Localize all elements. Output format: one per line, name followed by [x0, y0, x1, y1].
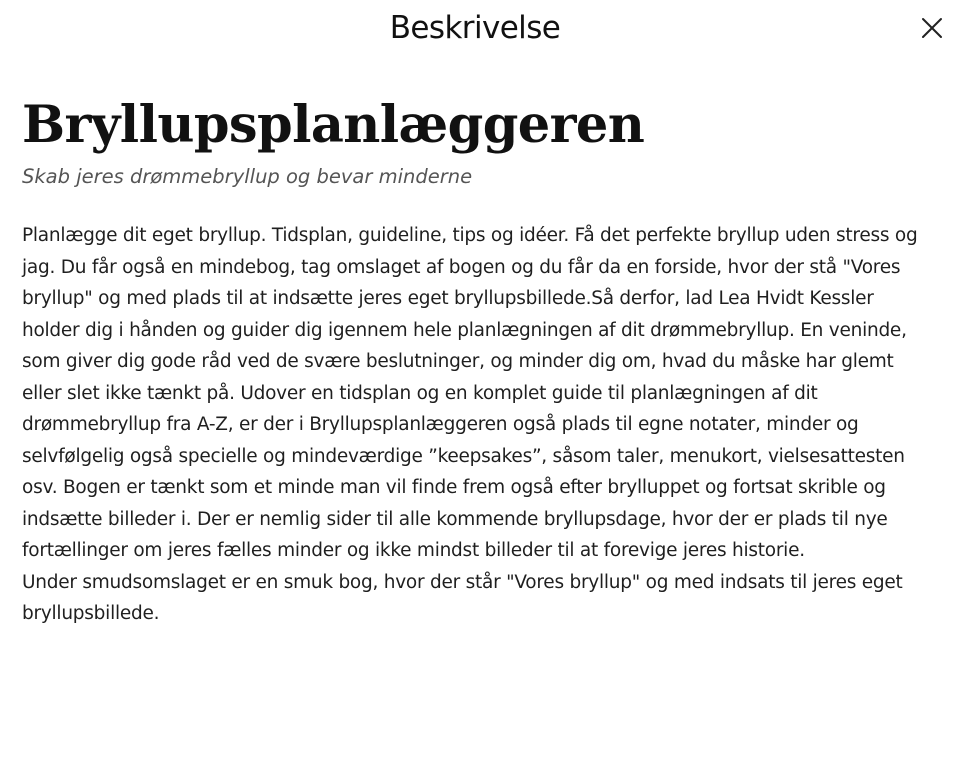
book-description — [22, 220, 936, 630]
description-paragraph: Under smudsomslaget er en smuk bog, hvor der står "Vores bryllup" og med indsats til jeres eget bryllupsbillede. — [22, 571, 903, 624]
close-icon — [914, 11, 950, 47]
description-paragraph: Planlægge dit eget bryllup. Tidsplan, guideline, tips og idéer. Få det perfekte bryllup uden stress og jag. Du får også en mindebog, tag omslaget af bogen og du får da en forside, hvor der stå "Vores bryllup" og med plads til at indsætte jeres eget bryllupsbillede.Så derfor, lad Lea Hvidt Kessler holder dig i hånden og guider dig igennem hele planlægningen af dit drømmebryllup. En veninde, som giver dig gode råd ved de svære beslutninger, og minder dig om, hvad du måske har glemt eller slet ikke tænkt på. Udover en tidsplan og en komplet guide til planlægningen af dit drømmebryllup fra A-Z, er der i Bryllupsplanlæggeren også plads til egne notater, minder og selvfølgelig også specielle og mindeværdige ”keepsakes”, såsom taler, menukort, vielsesattesten osv. Bogen er tænkt som et minde man vil finde frem også efter brylluppet og fortsat skrible og indsætte billeder i. Der er nemlig sider til alle kommende bryllupsdage, hvor der er plads til nye fortællinger om jeres fælles minder og ikke mindst billeder til at forevige jeres historie. — [22, 225, 918, 561]
description-content — [22, 92, 936, 630]
close-button[interactable] — [914, 11, 950, 47]
dialog-header — [0, 0, 960, 60]
book-title: Bryllupsplanlæggeren — [22, 95, 645, 155]
dialog-title: Beskrivelse — [389, 10, 561, 46]
book-subtitle: Skab jeres drømmebryllup og bevar minderne — [22, 165, 473, 188]
